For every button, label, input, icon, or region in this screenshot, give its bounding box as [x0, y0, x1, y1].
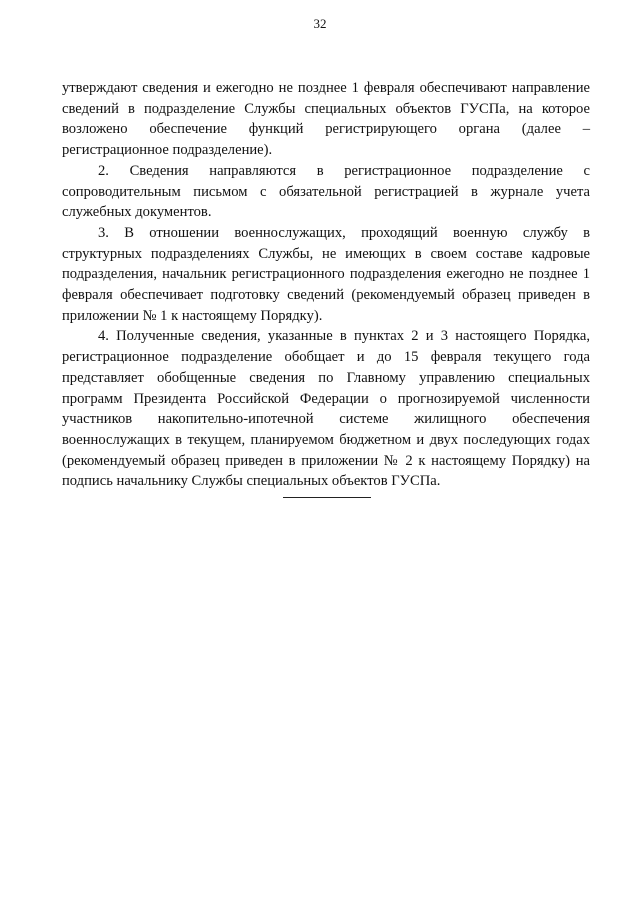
paragraph-4: 4. Полученные сведения, указанные в пунктах 2 и 3 настоящего Порядка, регистрационное подразделение обобщает и до 15 февраля текущего года представляет обобщенные сведения по Главному управлению специальных программ Президента Российской Федерации о прогнозируемой численности участников накопительно-ипотечной системе жилищного обеспечения военнослужащих в текущем, планируемом бюджетном и двух последующих годах (рекомендуемый образец приведен в приложении № 2 к настоящему Порядку) на подпись начальнику Службы специальных объектов ГУСПа.	[62, 328, 590, 490]
paragraph-3: 3. В отношении военнослужащих, проходящий военную службу в структурных подразделениях Службы, не имеющих в своем составе кадровые подразделения, начальник регистрационного подразделения ежегодно не позднее 1 февраля обеспечивает подготовку сведений (рекомендуемый образец приведен в приложении № 1 к настоящему Порядку).	[62, 224, 590, 324]
paragraph-continuation: утверждают сведения и ежегодно не позднее 1 февраля обеспечивают направление сведений в подразделение Службы специальных объектов ГУСПа, на которое возложено обеспечение функций регистрирующего органа (далее – регистрационное подразделение).	[62, 80, 590, 159]
page-number: 32	[313, 16, 327, 31]
document-body	[62, 78, 590, 492]
end-of-text-rule	[283, 497, 371, 498]
paragraph-2: 2. Сведения направляются в регистрационное подразделение с сопроводительным письмом с обязательной регистрацией в журнале учета служебных документов.	[62, 162, 590, 221]
